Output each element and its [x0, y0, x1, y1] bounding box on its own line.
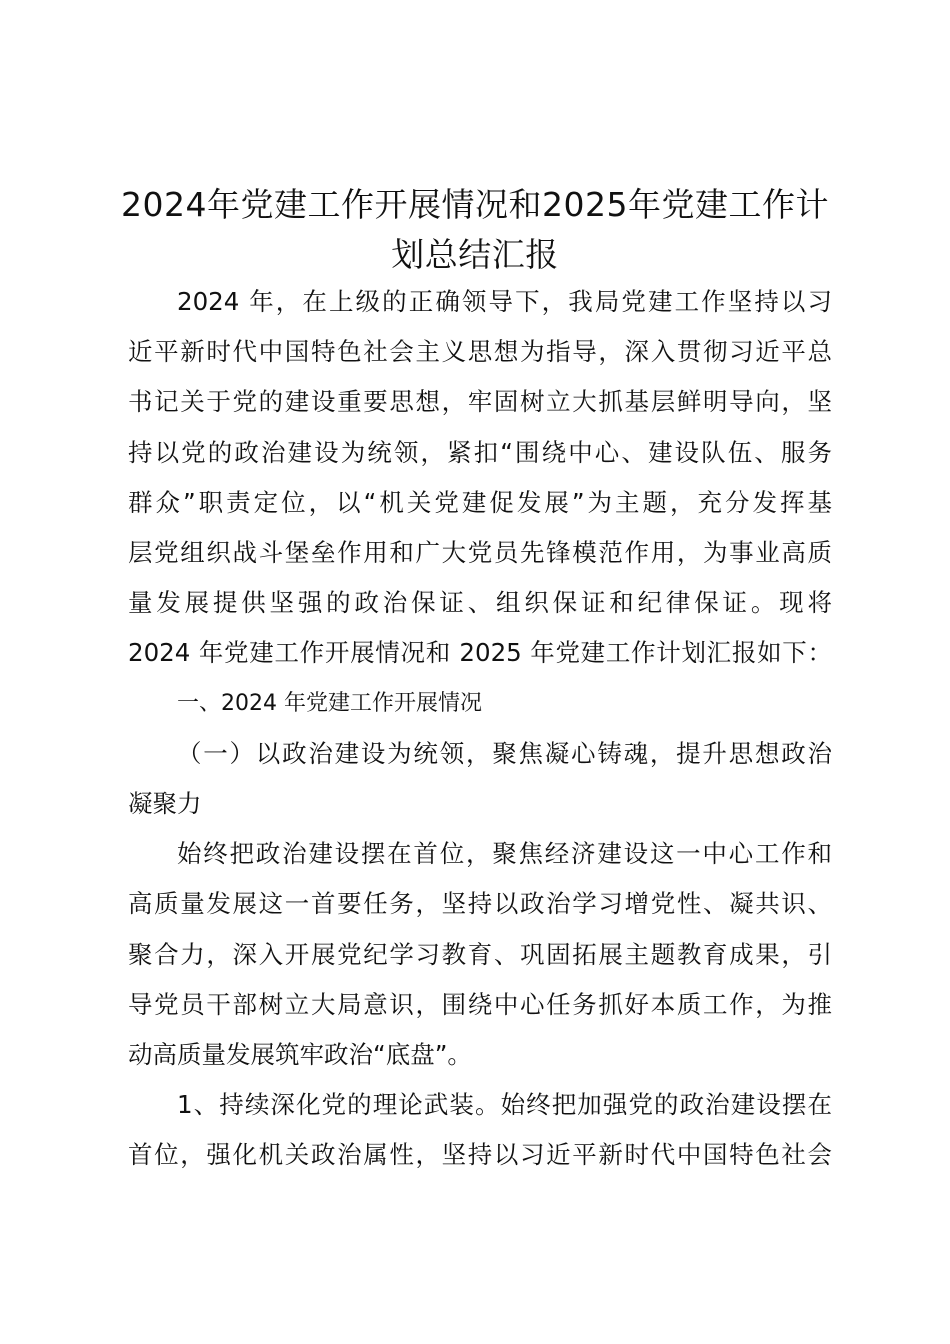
paragraph-line: （一）以政治建设为统领，聚焦凝心铸魂，提升思想政治 [177, 739, 832, 768]
document-title: 2024年党建工作开展情况和2025年党建工作计划总结汇报 [121, 185, 829, 274]
paragraph-line: 2024 年，在上级的正确领导下，我局党建工作坚持以习 [177, 287, 832, 316]
paragraph-line: 群众”职责定位，以“机关党建促发展”为主题，充分发挥基 [128, 488, 832, 517]
paragraph-line: 1、持续深化党的理论武装。始终把加强党的政治建设摆在 [177, 1090, 832, 1119]
paragraph-line: 持以党的政治建设为统领，紧扣“围绕中心、建设队伍、服务 [128, 438, 832, 467]
paragraph-line: 导党员干部树立大局意识，围绕中心任务抓好本质工作，为推 [128, 990, 832, 1019]
paragraph-line: 凝聚力 [128, 789, 202, 818]
paragraph-line: 始终把政治建设摆在首位，聚焦经济建设这一中心工作和 [177, 839, 832, 868]
section-heading: 一、2024 年党建工作开展情况 [177, 691, 482, 716]
paragraph-line: 量发展提供坚强的政治保证、组织保证和纪律保证。现将 [128, 588, 832, 617]
paragraph-line: 层党组织战斗堡垒作用和广大党员先锋模范作用，为事业高质 [128, 538, 832, 567]
paragraph-line: 近平新时代中国特色社会主义思想为指导，深入贯彻习近平总 [128, 337, 832, 366]
paragraph-line: 书记关于党的建设重要思想，牢固树立大抓基层鲜明导向，坚 [128, 387, 832, 416]
paragraph-line: 聚合力，深入开展党纪学习教育、巩固拓展主题教育成果，引 [128, 940, 832, 969]
paragraph-line: 首位，强化机关政治属性，坚持以习近平新时代中国特色社会 [128, 1140, 832, 1169]
paragraph-line: 高质量发展这一首要任务，坚持以政治学习增党性、凝共识、 [128, 889, 832, 918]
paragraph-line: 2024 年党建工作开展情况和 2025 年党建工作计划汇报如下： [128, 638, 832, 667]
paragraph-line: 动高质量发展筑牢政治“底盘”。 [128, 1040, 472, 1069]
